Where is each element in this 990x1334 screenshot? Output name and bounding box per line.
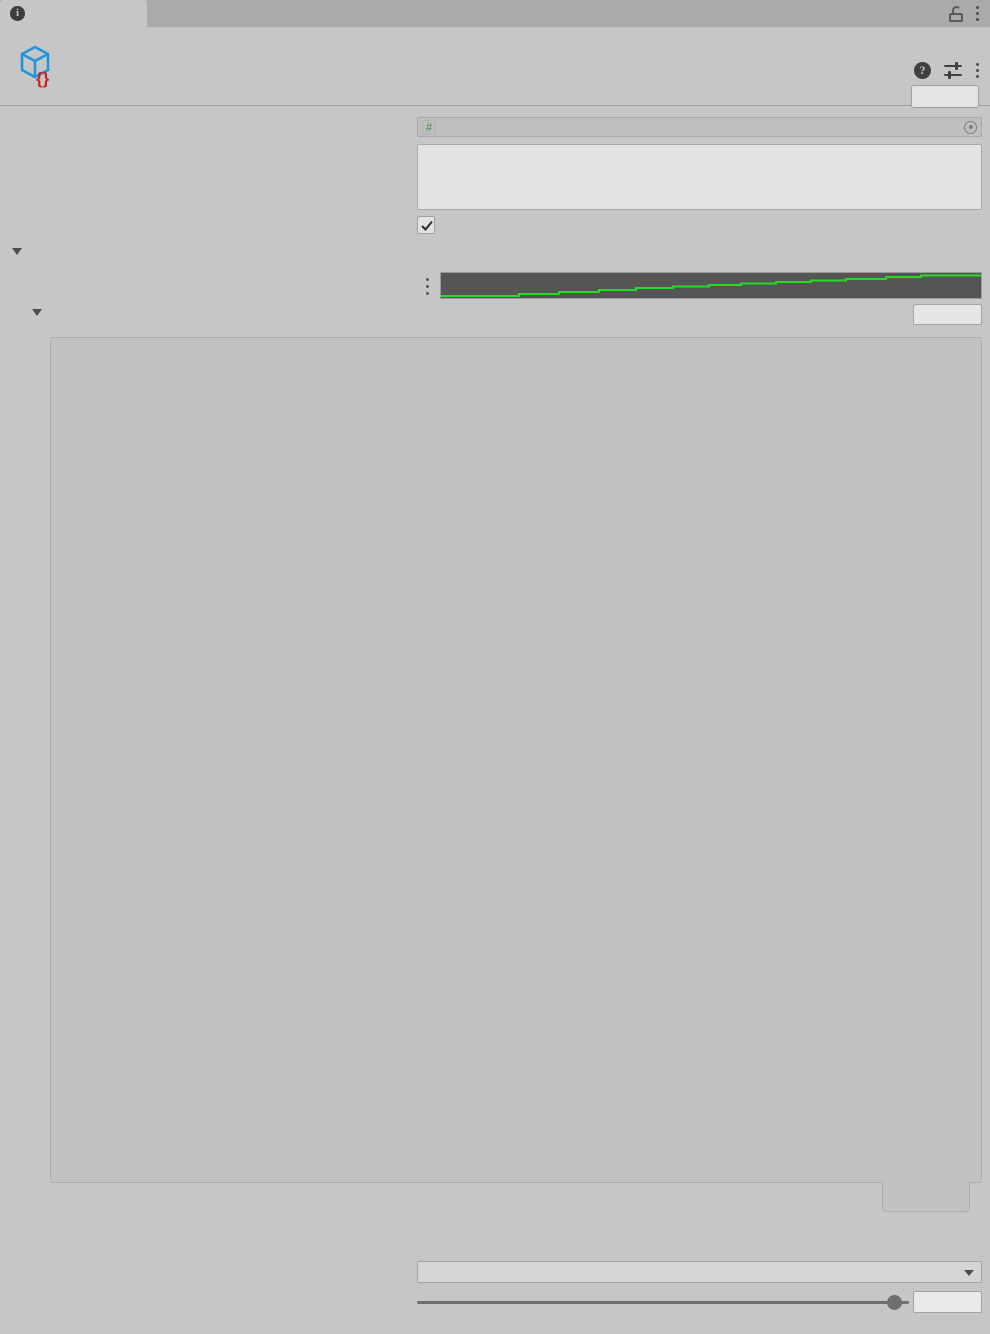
list-foldout[interactable] xyxy=(32,309,48,316)
blend-amount-slider-track[interactable] xyxy=(417,1301,909,1304)
color-blend-mode-dropdown[interactable] xyxy=(417,1261,982,1283)
blend-amount-value-field[interactable] xyxy=(913,1291,982,1313)
list-panel xyxy=(50,337,982,1183)
tab-kebab-menu-icon[interactable] xyxy=(975,6,979,21)
object-header xyxy=(0,27,990,106)
chevron-down-icon xyxy=(964,1270,974,1276)
open-button[interactable] xyxy=(911,85,979,108)
scriptable-object-icon xyxy=(14,40,62,88)
blend-amount-slider-knob[interactable] xyxy=(887,1295,902,1310)
preset-settings-icon[interactable] xyxy=(944,63,962,78)
state-animation-curve-field[interactable] xyxy=(440,272,982,299)
comments-textarea[interactable] xyxy=(417,144,982,210)
csharp-script-icon: # xyxy=(422,120,436,135)
curve-kebab-menu-icon[interactable] xyxy=(425,278,429,295)
curve-graph xyxy=(441,273,981,298)
tab-bar-icons xyxy=(949,0,990,27)
header-kebab-menu-icon[interactable] xyxy=(975,63,979,78)
read-only-checkbox[interactable] xyxy=(417,216,435,234)
foldout-triangle-icon xyxy=(12,248,22,255)
list-footer xyxy=(882,1182,970,1212)
object-picker-icon[interactable] xyxy=(964,121,977,134)
lock-icon[interactable] xyxy=(949,6,963,22)
object-header-icons xyxy=(914,62,979,79)
foldout-triangle-icon xyxy=(32,309,42,316)
tab-bar xyxy=(0,0,990,27)
tab-inspector[interactable] xyxy=(0,0,147,27)
list-count-field[interactable] xyxy=(913,304,982,325)
info-icon: i xyxy=(10,6,25,21)
help-icon[interactable]: ? xyxy=(914,62,931,79)
value-foldout[interactable] xyxy=(12,248,28,255)
svg-text:{}: {} xyxy=(36,69,50,88)
script-field[interactable] xyxy=(417,117,982,137)
